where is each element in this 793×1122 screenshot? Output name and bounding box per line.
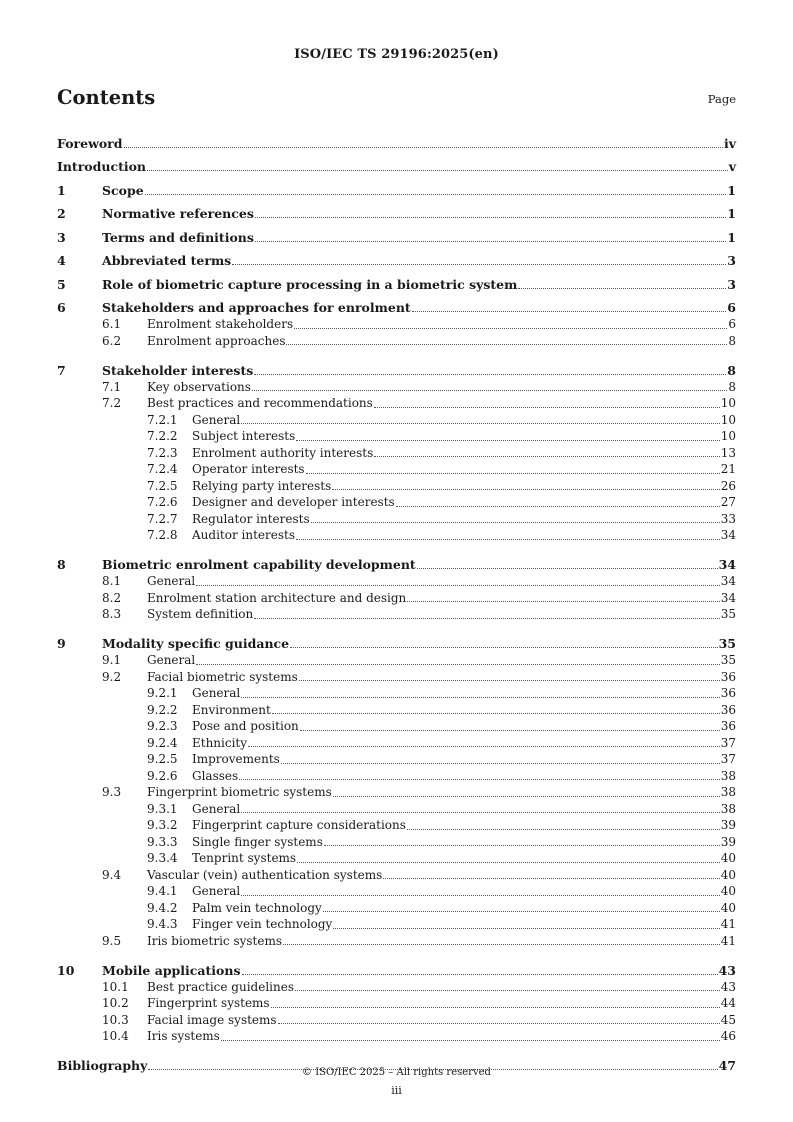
- toc-entry[interactable]: [57, 494, 736, 511]
- toc-entry-page: 36: [720, 702, 736, 717]
- toc-entry-number: 7.2.2: [147, 429, 178, 443]
- toc-entry[interactable]: [57, 511, 736, 528]
- toc-entry-title[interactable]: Enrolment station architecture and design: [147, 590, 407, 605]
- toc-entry[interactable]: [57, 606, 736, 623]
- toc-entry-title[interactable]: Abbreviated terms: [102, 253, 232, 268]
- dot-leader: [283, 944, 720, 945]
- toc-entry-number: 10: [57, 962, 75, 978]
- toc-entry-title[interactable]: Facial biometric systems: [147, 669, 298, 684]
- toc-entry-number: 7.2.4: [147, 462, 178, 476]
- toc-entry-page: 45: [720, 1012, 736, 1027]
- toc-entry-title[interactable]: Regulator interests: [192, 511, 310, 526]
- toc-entry[interactable]: [57, 128, 736, 152]
- toc-entry-page: 35: [720, 607, 736, 621]
- dot-leader: [254, 374, 726, 375]
- toc-entry[interactable]: [57, 685, 736, 702]
- dot-leader: [296, 539, 720, 540]
- toc-entry-page: 10: [720, 396, 736, 410]
- toc-entry-number: 7: [57, 362, 66, 378]
- toc-entry-title[interactable]: General: [192, 884, 241, 898]
- dot-leader: [299, 680, 720, 681]
- dot-leader: [241, 697, 719, 698]
- toc-entry-page: 47: [718, 1058, 736, 1073]
- dot-leader: [324, 845, 720, 846]
- toc-entry[interactable]: [57, 550, 736, 574]
- toc-entry-page: 34: [720, 528, 736, 542]
- toc-entry-title[interactable]: Fingerprint systems: [147, 996, 270, 1010]
- toc-entry-number: 6.2: [102, 333, 122, 348]
- toc-entry-page: 1: [727, 206, 736, 221]
- toc-entry-number: 7.2.7: [147, 511, 178, 526]
- toc-entry-title[interactable]: Glasses: [192, 768, 239, 783]
- toc-entry-number: 9.2.4: [147, 735, 178, 750]
- toc-entry-page: 8: [728, 333, 736, 348]
- dot-leader: [221, 1040, 720, 1041]
- toc-entry[interactable]: [57, 199, 736, 223]
- toc-entry-page: 46: [720, 1029, 736, 1043]
- toc-entry-title[interactable]: Bibliography: [57, 1058, 148, 1073]
- toc-entry-number: 1: [57, 182, 66, 198]
- toc-entry-number: 8.2: [102, 590, 122, 605]
- toc-entry[interactable]: [57, 379, 736, 396]
- toc-entry-number: 9.4.3: [147, 917, 178, 931]
- toc-entry-title[interactable]: Finger vein technology: [192, 917, 333, 931]
- toc-entry[interactable]: [57, 573, 736, 590]
- toc-entry-page: 34: [718, 557, 736, 572]
- toc-entry-page: 8: [727, 362, 736, 378]
- toc-entry-title[interactable]: Mobile applications: [102, 962, 241, 978]
- dot-leader: [306, 473, 720, 474]
- toc-entry[interactable]: [57, 900, 736, 917]
- toc-entry-page: 27: [720, 495, 736, 509]
- dot-leader: [297, 862, 720, 863]
- toc-entry[interactable]: [57, 995, 736, 1012]
- toc-entry-title[interactable]: Iris biometric systems: [147, 933, 282, 948]
- toc-entry-number: 9.2.5: [147, 752, 178, 766]
- toc-entry-number: 7.2.5: [147, 478, 178, 493]
- toc-entry-title[interactable]: Improvements: [192, 752, 280, 766]
- toc-entry[interactable]: [57, 333, 736, 350]
- toc-entry-number: 9.2: [102, 669, 122, 684]
- toc-entry[interactable]: [57, 784, 736, 801]
- dot-leader: [241, 812, 719, 813]
- toc-entry[interactable]: [57, 412, 736, 429]
- toc-entry[interactable]: [57, 175, 736, 199]
- toc-entry-number: 7.2: [102, 396, 122, 410]
- page-number: iii: [391, 1084, 402, 1097]
- toc-entry-page: 38: [720, 768, 736, 783]
- dot-leader: [271, 1007, 720, 1008]
- toc-entry-title[interactable]: Ethnicity: [192, 735, 248, 750]
- toc-entry[interactable]: [57, 817, 736, 834]
- dot-leader: [232, 264, 726, 265]
- toc-entry[interactable]: [57, 445, 736, 462]
- toc-entry-number: 7.2.8: [147, 528, 178, 542]
- toc-entry-title[interactable]: Palm vein technology: [192, 900, 322, 915]
- toc-entry-title[interactable]: Best practices and recommendations: [147, 396, 373, 410]
- toc-entry[interactable]: [57, 152, 736, 176]
- dot-leader: [145, 194, 727, 195]
- toc-entry[interactable]: [57, 478, 736, 495]
- toc-entry-page: 26: [720, 478, 736, 493]
- dot-leader: [286, 344, 727, 345]
- toc-entry[interactable]: [57, 293, 736, 317]
- toc-entry-title[interactable]: Stakeholder interests: [102, 362, 254, 378]
- toc-entry-title[interactable]: Enrolment authority interests: [192, 445, 374, 460]
- toc-entry-title[interactable]: Single finger systems: [192, 834, 323, 849]
- toc-entry-number: 4: [57, 253, 66, 268]
- toc-entry-number: 10.3: [102, 1012, 129, 1027]
- toc-entry-page: v: [728, 159, 736, 174]
- toc-entry-number: 9.2.3: [147, 719, 178, 733]
- toc-entry-title[interactable]: Iris systems: [147, 1029, 220, 1043]
- toc-entry[interactable]: [57, 867, 736, 884]
- toc-entry-number: 8.3: [102, 607, 122, 621]
- toc-entry[interactable]: [57, 916, 736, 933]
- toc-entry[interactable]: [57, 269, 736, 293]
- dot-leader: [294, 328, 727, 329]
- dot-leader: [323, 911, 720, 912]
- toc-entry[interactable]: [57, 801, 736, 818]
- toc-entry-title[interactable]: Enrolment stakeholders: [147, 317, 294, 331]
- toc-entry-title[interactable]: Fingerprint capture considerations: [192, 818, 406, 832]
- dot-leader: [383, 878, 719, 879]
- toc-entry-page: 34: [720, 574, 736, 588]
- toc-entry-title[interactable]: Facial image systems: [147, 1012, 277, 1027]
- toc-entry-page: 6: [727, 300, 736, 315]
- toc-entry[interactable]: [57, 979, 736, 996]
- toc-entry[interactable]: [57, 955, 736, 979]
- dot-leader: [147, 170, 728, 171]
- toc-entry-page: 36: [720, 686, 736, 700]
- toc-entry-page: 10: [720, 412, 736, 427]
- toc-entry-page: 43: [718, 962, 736, 978]
- toc-entry-page: 38: [720, 785, 736, 799]
- toc-entry[interactable]: [57, 428, 736, 445]
- toc-entry-number: 9.3.1: [147, 801, 178, 816]
- dot-leader: [242, 974, 718, 975]
- toc-entry[interactable]: [57, 883, 736, 900]
- toc-entry-page: 40: [720, 900, 736, 915]
- toc-entry-number: 9.5: [102, 933, 122, 948]
- toc-entry-title[interactable]: Biometric enrolment capability development: [102, 557, 416, 572]
- toc-entry-page: 44: [720, 996, 736, 1010]
- dot-leader: [281, 763, 720, 764]
- toc-entry-title[interactable]: Modality specific guidance: [102, 636, 290, 651]
- toc-entry-number: 7.2.3: [147, 445, 178, 460]
- toc-entry-title[interactable]: Auditor interests: [192, 528, 295, 542]
- table-of-contents: [57, 128, 736, 1074]
- dot-leader: [255, 217, 726, 218]
- toc-entry-number: 9.2.2: [147, 702, 178, 717]
- toc-entry-page: 3: [727, 276, 736, 292]
- toc-entry-number: 7.2.6: [147, 495, 178, 509]
- toc-entry-title[interactable]: Operator interests: [192, 462, 305, 476]
- toc-entry-title[interactable]: Best practice guidelines: [147, 979, 294, 994]
- toc-entry[interactable]: [57, 850, 736, 867]
- toc-entry-page: 21: [720, 462, 736, 476]
- toc-entry[interactable]: [57, 652, 736, 669]
- toc-entry-page: 8: [728, 379, 736, 394]
- toc-entry-title[interactable]: Enrolment approaches: [147, 333, 286, 348]
- toc-entry-number: 9.2.6: [147, 768, 178, 783]
- toc-entry-number: 6.1: [102, 317, 122, 331]
- toc-entry[interactable]: [57, 527, 736, 544]
- toc-entry-number: 10.4: [102, 1029, 129, 1043]
- toc-entry-page: 36: [720, 719, 736, 733]
- toc-entry-title[interactable]: Tenprint systems: [192, 851, 297, 865]
- toc-entry[interactable]: [57, 834, 736, 851]
- toc-entry-page: 37: [720, 735, 736, 750]
- toc-entry-number: 9.3.3: [147, 834, 178, 849]
- toc-entry-title[interactable]: General: [192, 412, 241, 427]
- toc-entry-number: 7.2.1: [147, 412, 178, 427]
- toc-entry-title[interactable]: System definition: [147, 607, 254, 621]
- toc-entry-title[interactable]: Normative references: [102, 206, 254, 221]
- toc-entry-number: 9.4: [102, 867, 122, 882]
- toc-entry[interactable]: [57, 669, 736, 686]
- dot-leader: [300, 730, 720, 731]
- toc-entry[interactable]: [57, 222, 736, 246]
- toc-entry-title[interactable]: General: [147, 653, 196, 667]
- dot-leader: [124, 147, 723, 148]
- toc-entry-title[interactable]: Terms and definitions: [102, 229, 254, 245]
- toc-entry-title[interactable]: Relying party interests: [192, 478, 332, 493]
- toc-entry[interactable]: [57, 702, 736, 719]
- toc-entry-page: iv: [723, 135, 736, 151]
- toc-entry-page: 36: [720, 669, 736, 684]
- toc-entry[interactable]: [57, 316, 736, 333]
- toc-entry[interactable]: [57, 246, 736, 270]
- dot-leader: [407, 601, 719, 602]
- toc-entry-page: 40: [720, 884, 736, 898]
- toc-entry-number: 9: [57, 636, 66, 651]
- dot-leader: [239, 779, 720, 780]
- document-header: ISO/IEC TS 29196:2025(en): [294, 47, 499, 62]
- toc-entry-number: 9.2.1: [147, 686, 178, 700]
- dot-leader: [407, 829, 720, 830]
- toc-entry-page: 39: [720, 834, 736, 849]
- toc-entry-page: 39: [720, 818, 736, 832]
- toc-entry-number: 2: [57, 206, 66, 221]
- dot-leader: [374, 407, 720, 408]
- dot-leader: [295, 990, 720, 991]
- toc-entry-number: 8.1: [102, 574, 122, 588]
- dot-leader: [332, 489, 719, 490]
- toc-entry-title[interactable]: General: [147, 574, 196, 588]
- toc-entry-title[interactable]: Vascular (vein) authentication systems: [147, 867, 383, 882]
- toc-entry-title[interactable]: General: [192, 801, 241, 816]
- toc-entry-number: 8: [57, 557, 66, 572]
- toc-entry-title[interactable]: Pose and position: [192, 719, 299, 733]
- dot-leader: [374, 456, 719, 457]
- dot-leader: [254, 618, 719, 619]
- toc-entry[interactable]: [57, 751, 736, 768]
- dot-leader: [417, 568, 718, 569]
- dot-leader: [272, 713, 720, 714]
- toc-entry[interactable]: [57, 590, 736, 607]
- dot-leader: [196, 664, 719, 665]
- dot-leader: [412, 311, 727, 312]
- toc-entry-page: 33: [720, 511, 736, 526]
- toc-entry-number: 9.3: [102, 785, 122, 799]
- toc-entry-number: 9.4.1: [147, 884, 178, 898]
- toc-entry-number: 10.2: [102, 996, 129, 1010]
- toc-entry-page: 40: [720, 851, 736, 865]
- toc-entry-page: 34: [720, 590, 736, 605]
- toc-entry-page: 3: [727, 253, 736, 268]
- toc-entry-number: 6: [57, 300, 66, 315]
- toc-entry-title[interactable]: Introduction: [57, 159, 147, 174]
- toc-entry-title[interactable]: Foreword: [57, 135, 123, 151]
- toc-entry-page: 41: [720, 917, 736, 931]
- dot-leader: [518, 288, 726, 289]
- dot-leader: [311, 522, 720, 523]
- toc-entry-number: 7.1: [102, 379, 122, 394]
- dot-leader: [333, 928, 719, 929]
- toc-entry-page: 13: [720, 445, 736, 460]
- dot-leader: [255, 241, 726, 242]
- contents-title: Contents: [57, 86, 156, 109]
- toc-entry[interactable]: [57, 395, 736, 412]
- toc-entry-number: 9.3.4: [147, 851, 178, 865]
- dot-leader: [296, 440, 719, 441]
- dot-leader: [290, 647, 717, 648]
- copyright-footer: © ISO/IEC 2025 – All rights reserved: [302, 1067, 491, 1078]
- toc-entry-page: 35: [718, 636, 736, 651]
- toc-entry-page: 35: [720, 653, 736, 667]
- page-column-label: Page: [707, 92, 736, 106]
- dot-leader: [241, 895, 719, 896]
- toc-entry[interactable]: [57, 718, 736, 735]
- toc-entry[interactable]: [57, 629, 736, 653]
- toc-entry-title[interactable]: Fingerprint biometric systems: [147, 785, 332, 799]
- toc-entry-page: 38: [720, 801, 736, 816]
- toc-entry-title[interactable]: Subject interests: [192, 429, 296, 443]
- toc-entry-page: 40: [720, 867, 736, 882]
- toc-entry[interactable]: [57, 768, 736, 785]
- toc-entry[interactable]: [57, 355, 736, 379]
- toc-entry[interactable]: [57, 1012, 736, 1029]
- toc-entry[interactable]: [57, 933, 736, 950]
- toc-entry-title[interactable]: General: [192, 686, 241, 700]
- toc-entry-page: 43: [720, 979, 736, 994]
- toc-entry-page: 1: [727, 229, 736, 245]
- toc-entry-title[interactable]: Environment: [192, 702, 271, 717]
- toc-entry-page: 6: [728, 317, 736, 331]
- toc-entry-page: 37: [720, 752, 736, 766]
- toc-entry-title[interactable]: Stakeholders and approaches for enrolment: [102, 300, 411, 315]
- dot-leader: [396, 506, 720, 507]
- dot-leader: [278, 1023, 720, 1024]
- dot-leader: [252, 390, 727, 391]
- toc-entry[interactable]: [57, 735, 736, 752]
- toc-entry[interactable]: [57, 1028, 736, 1045]
- dot-leader: [333, 796, 720, 797]
- toc-entry-number: 9.3.2: [147, 818, 178, 832]
- toc-entry-page: 1: [727, 182, 736, 198]
- toc-entry-number: 10.1: [102, 979, 129, 994]
- dot-leader: [241, 423, 719, 424]
- toc-entry-title[interactable]: Role of biometric capture processing in a biometric system: [102, 276, 518, 292]
- toc-entry-number: 5: [57, 276, 66, 292]
- toc-entry-title[interactable]: Scope: [102, 182, 144, 198]
- toc-entry-title[interactable]: Key observations: [147, 379, 251, 394]
- toc-entry-number: 9.1: [102, 653, 122, 667]
- dot-leader: [248, 746, 720, 747]
- dot-leader: [196, 585, 719, 586]
- toc-entry[interactable]: [57, 461, 736, 478]
- toc-entry-title[interactable]: Designer and developer interests: [192, 495, 395, 509]
- toc-entry-number: 3: [57, 229, 66, 245]
- toc-entry-number: 9.4.2: [147, 900, 178, 915]
- toc-entry-page: 41: [720, 933, 736, 948]
- toc-entry-page: 10: [720, 429, 736, 443]
